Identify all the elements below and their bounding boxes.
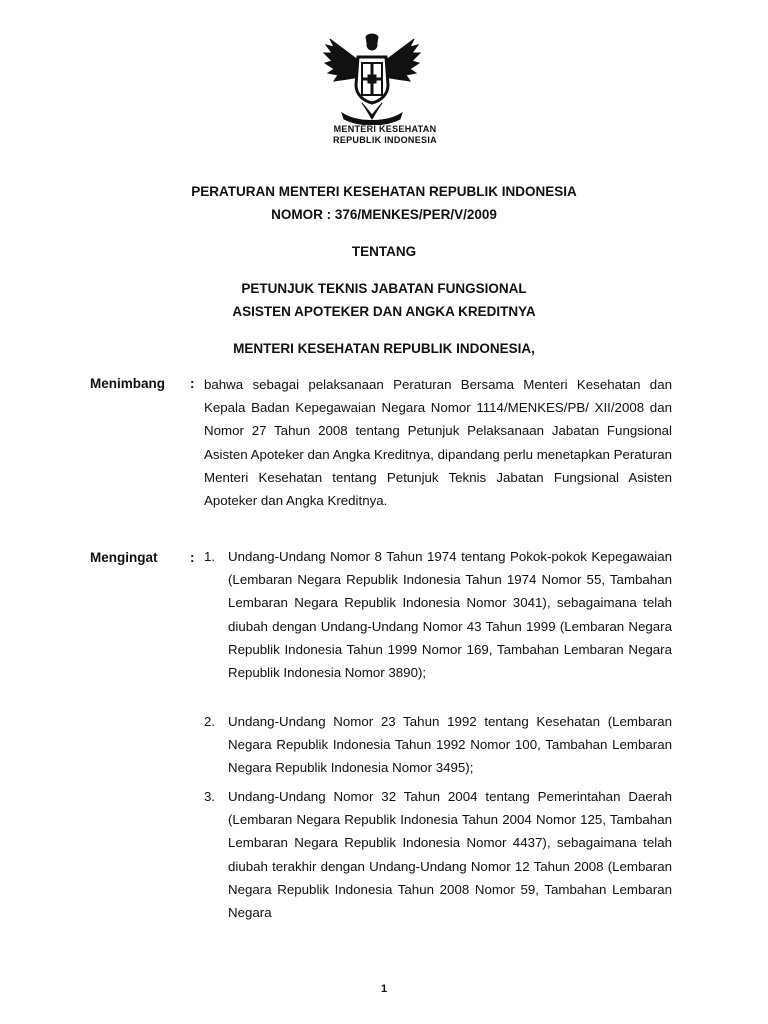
menimbang-text: bahwa sebagai pelaksanaan Peraturan Bersama Menteri Kesehatan dan Kepala Badan Kepegawaian Negara Nomor 1114/MENKES/PB/ XII/2008 dan Nomor 27 Tahun 2008 tentang Petunjuk Pelaksanaan Jabatan Fungsional Asisten Apoteker dan Angka Kreditnya, dipandang perlu menetapkan Peraturan Menteri Kesehatan tentang Petunjuk Teknis Jabatan Fungsional Asisten Apoteker dan Angka Kreditnya. xyxy=(204,377,672,509)
subject-line-1: PETUNJUK TEKNIS JABATAN FUNGSIONAL xyxy=(241,281,527,296)
list-item-number: 2. xyxy=(204,714,216,729)
list-item-text: Undang-Undang Nomor 32 Tahun 2004 tentang Pemerintahan Daerah (Lembaran Negara Republik Indonesia Tahun 2004 Nomor 125, Tambahan Lembaran Negara Republik Indonesia Nomor 4437), sebagaimana telah diubah terakhir dengan Undang-Undang Nomor 12 Tahun 2008 (Lembaran Negara Republik Indonesia Tahun 2008 Nomor 59, Tambahan Lembaran Negara xyxy=(228,789,672,921)
page-number: 1 xyxy=(380,983,388,995)
garuda-emblem-icon xyxy=(322,33,422,125)
list-item xyxy=(204,710,672,780)
list-item-number: 3. xyxy=(204,789,216,804)
list-item-text: Undang-Undang Nomor 23 Tahun 1992 tentang Kesehatan (Lembaran Negara Republik Indonesia Tahun 1992 Nomor 100, Tambahan Lembaran Negara Republik Indonesia Nomor 3495); xyxy=(228,714,672,776)
regulation-title: PERATURAN MENTERI KESEHATAN REPUBLIK INDONESIA xyxy=(191,184,577,199)
list-item xyxy=(204,545,672,684)
list-item-number: 1. xyxy=(204,549,216,564)
ministry-heading xyxy=(300,124,470,146)
mengingat-label: Mengingat xyxy=(90,550,158,565)
menimbang-colon: : xyxy=(190,376,195,391)
list-item xyxy=(204,785,672,924)
ministry-line-2: REPUBLIK INDONESIA xyxy=(333,135,437,145)
list-item-text: Undang-Undang Nomor 8 Tahun 1974 tentang Pokok-pokok Kepegawaian (Lembaran Negara Republik Indonesia Tahun 1974 Nomor 55, Tambahan Lembaran Negara Republik Indonesia Nomor 3041), sebagaimana telah diubah dengan Undang-Undang Nomor 43 Tahun 1999 (Lembaran Negara Republik Indonesia Tahun 1999 Nomor 169, Tambahan Lembaran Negara Republik Indonesia Nomor 3890); xyxy=(228,549,672,681)
ministry-line-1: MENTERI KESEHATAN xyxy=(333,124,437,134)
mengingat-colon: : xyxy=(190,550,195,565)
authority-heading: MENTERI KESEHATAN REPUBLIK INDONESIA, xyxy=(233,341,535,356)
regulation-number: NOMOR : 376/MENKES/PER/V/2009 xyxy=(271,207,497,222)
subject-line-2: ASISTEN APOTEKER DAN ANGKA KREDITNYA xyxy=(232,304,536,319)
menimbang-label: Menimbang xyxy=(90,376,166,391)
tentang-heading: TENTANG xyxy=(351,244,417,259)
